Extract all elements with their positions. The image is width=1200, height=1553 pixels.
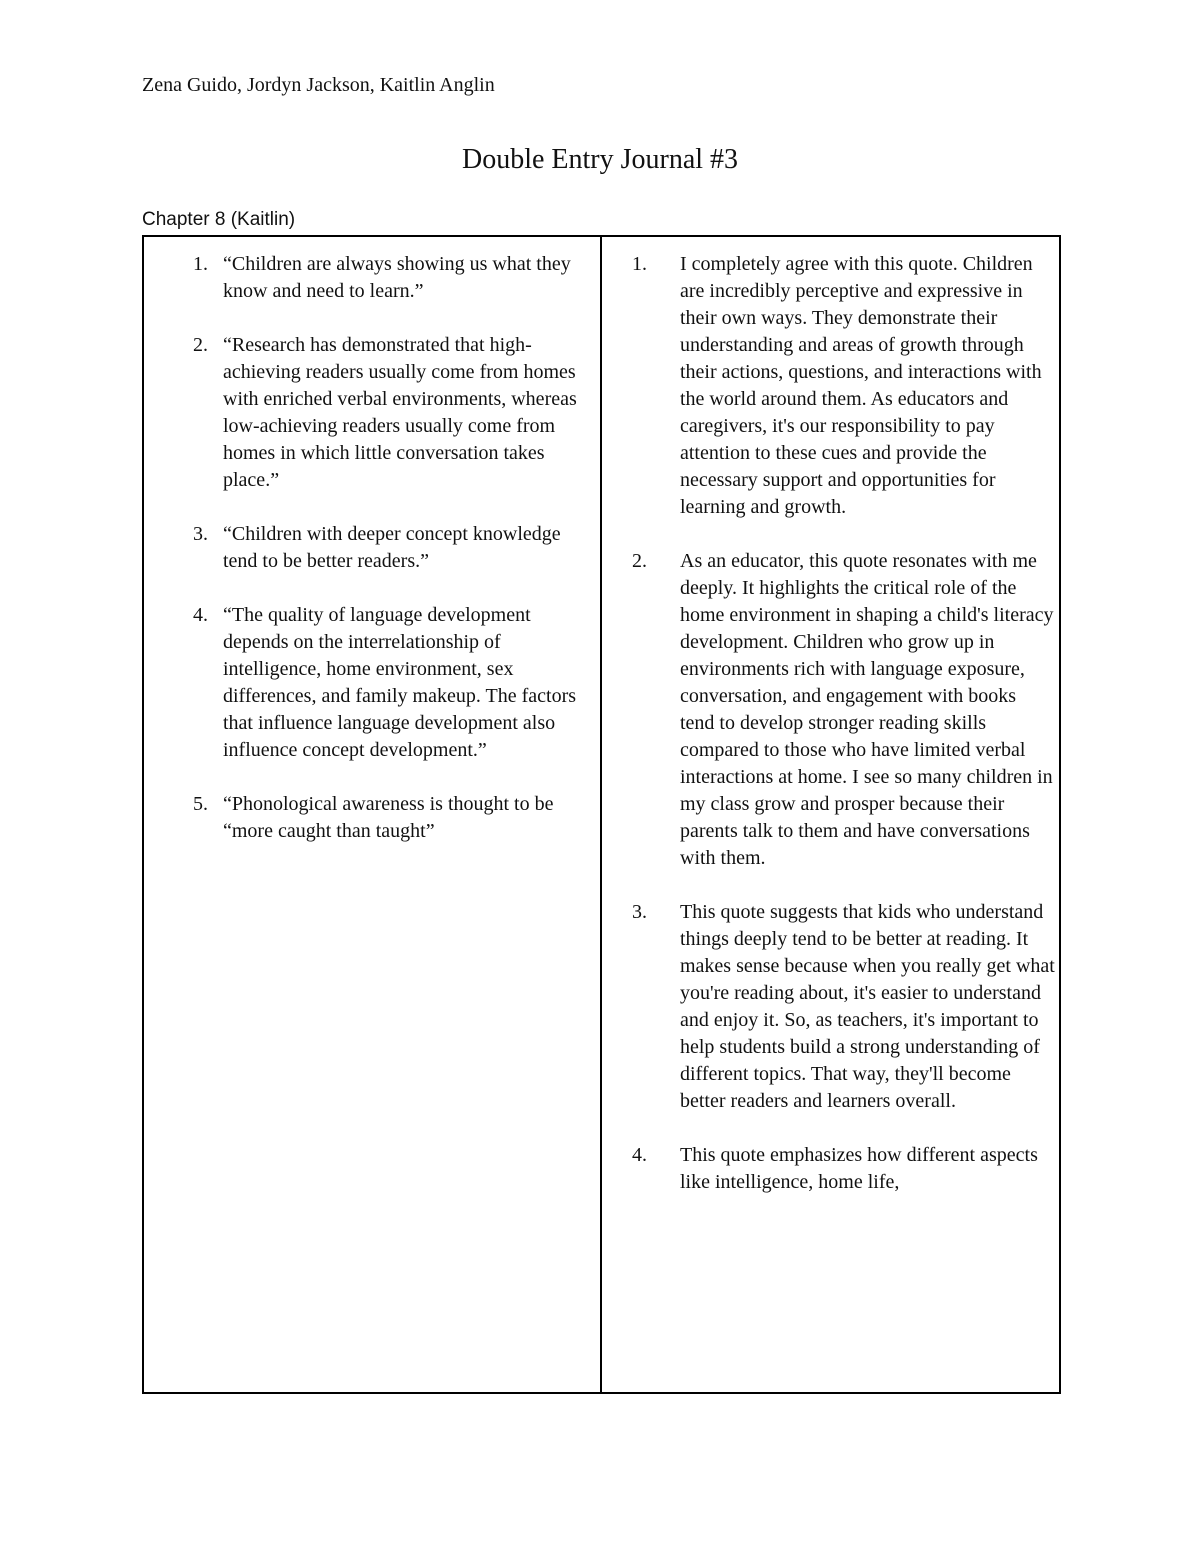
- chapter-heading: Chapter 8 (Kaitlin): [142, 209, 296, 230]
- quote-text: “Children are always showing us what they know and need to learn.”: [223, 253, 571, 302]
- response-number: 2.: [632, 550, 647, 572]
- quote-entry: [144, 791, 592, 845]
- quote-entry: [144, 602, 592, 764]
- quote-number: 4.: [193, 604, 208, 626]
- journal-table: [142, 235, 1061, 1394]
- quote-text: “The quality of language development depends on the interrelationship of intelligence, home environment, sex differences, and family makeup. The factors that influence language development also influence concept development.”: [223, 604, 577, 761]
- quotes-column: [144, 237, 602, 1392]
- responses-list: [602, 251, 1055, 1196]
- quote-text: “Children with deeper concept knowledge tend to be better readers.”: [223, 523, 561, 572]
- response-entry: [602, 548, 1055, 872]
- response-text: This quote emphasizes how different aspects like intelligence, home life,: [680, 1144, 1038, 1193]
- response-entry: [602, 899, 1055, 1115]
- quote-text: “Research has demonstrated that high-achieving readers usually come from homes with enriched verbal environments, whereas low-achieving readers usually come from homes in which little conversation takes place.”: [223, 334, 577, 491]
- response-number: 3.: [632, 901, 647, 923]
- quote-text: “Phonological awareness is thought to be “more caught than taught”: [223, 793, 554, 842]
- quotes-list: [144, 251, 592, 845]
- quote-number: 2.: [193, 334, 208, 356]
- response-entry: [602, 251, 1055, 521]
- response-text: As an educator, this quote resonates with me deeply. It highlights the critical role of the home environment in shaping a child's literacy development. Children who grow up in environments rich with language exposure, conversation, and engagement with books tend to develop stronger reading skills compared to those who have limited verbal interactions at home. I see so many children in my class grow and prosper because their parents talk to them and have conversations with them.: [680, 550, 1054, 869]
- response-entry: [602, 1142, 1055, 1196]
- quote-number: 1.: [193, 253, 208, 275]
- quote-entry: [144, 332, 592, 494]
- response-number: 1.: [632, 253, 647, 275]
- responses-column: [602, 237, 1059, 1392]
- response-number: 4.: [632, 1144, 647, 1166]
- quote-entry: [144, 521, 592, 575]
- response-text: This quote suggests that kids who understand things deeply tend to be better at reading. It makes sense because when you really get what you're reading about, it's easier to understand and enjoy it. So, as teachers, it's important to help students build a strong understanding of different topics. That way, they'll become better readers and learners overall.: [680, 901, 1055, 1112]
- quote-number: 3.: [193, 523, 208, 545]
- quote-number: 5.: [193, 793, 208, 815]
- authors-line: Zena Guido, Jordyn Jackson, Kaitlin Anglin: [142, 74, 495, 96]
- document-title: Double Entry Journal #3: [461, 144, 739, 175]
- response-text: I completely agree with this quote. Children are incredibly perceptive and expressive in their own ways. They demonstrate their understanding and areas of growth through their actions, questions, and interactions with the world around them. As educators and caregivers, it's our responsibility to pay attention to these cues and provide the necessary support and opportunities for learning and growth.: [680, 253, 1042, 518]
- quote-entry: [144, 251, 592, 305]
